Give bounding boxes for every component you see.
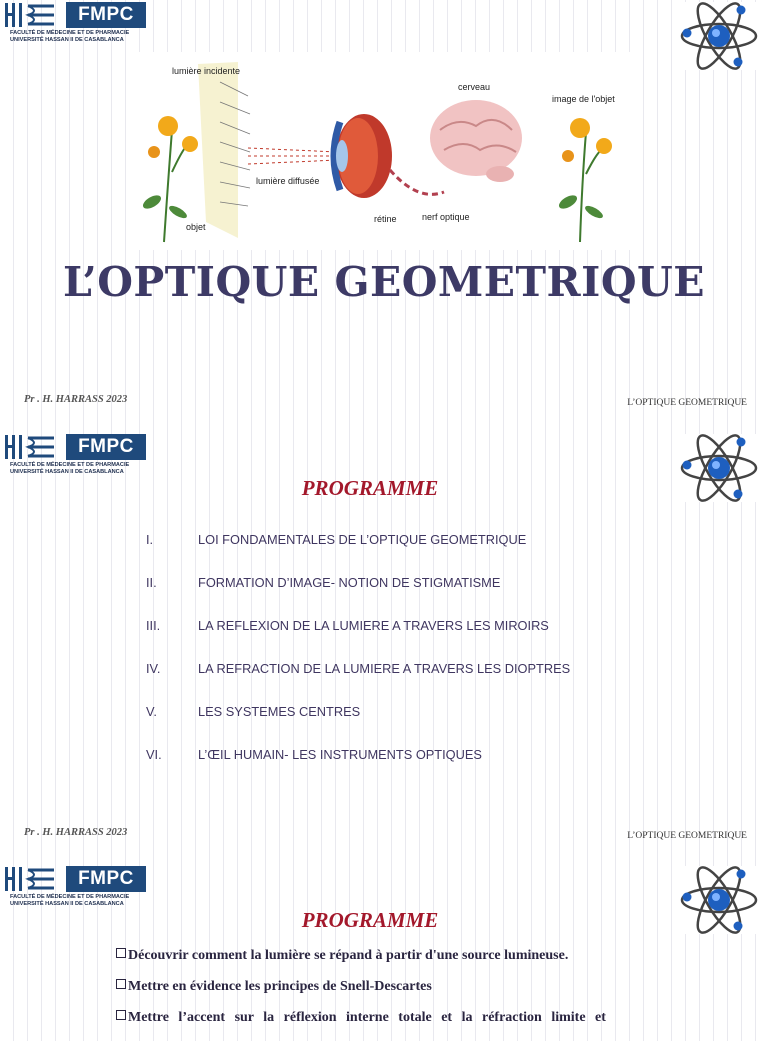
item-text: LES SYSTEMES CENTRES [198,704,361,719]
item-number: VI. [146,747,162,762]
objectives-list [116,948,636,1041]
objective-text: Découvrir comment la lumière se répand à partir d'une source lumineuse. [128,948,569,963]
eye-icon [334,114,392,198]
list-item [146,661,706,704]
label-object: objet [186,222,206,232]
logo-subtitle [10,894,150,907]
objective-text: Mettre l’accent sur la réflexion interne totale et la réfraction limite et [128,1010,606,1025]
programme-title: PROGRAMME [301,908,439,932]
ray-to-eye [248,148,338,164]
atom-icon [678,2,760,70]
logo-subtitle-line1: FACULTÉ DE MÉDECINE ET DE PHARMACIE [10,462,130,468]
fmpc-wordmark: FMPC [66,434,146,460]
fmpc-logo [4,434,144,476]
list-item [116,948,636,979]
logo-subtitle-line2: UNIVERSITÉ HASSAN II DE CASABLANCA [10,36,124,43]
logo-subtitle-line2: UNIVERSITÉ HASSAN II DE CASABLANCA [10,900,124,907]
item-text: FORMATION D’IMAGE- NOTION DE STIGMATISME [198,575,501,590]
fmpc-logo [4,866,144,908]
vision-diagram [128,52,634,250]
university-emblem-icon [4,2,58,28]
list-item [146,704,706,747]
programme-title: PROGRAMME [301,476,439,500]
label-optic-nerve: nerf optique [422,212,470,222]
item-number: I. [146,532,154,547]
course-footer: L’OPTIQUE GEOMETRIQUE [627,398,747,408]
university-emblem-icon [4,866,58,892]
label-diffused-light: lumière diffusée [256,176,320,186]
list-item [146,532,706,575]
author-footer: Pr . H. HARRASS 2023 [24,394,128,405]
flower-image-icon [557,118,612,242]
item-number: IV. [146,661,161,676]
course-footer: L’OPTIQUE GEOMETRIQUE [627,831,747,841]
university-emblem-icon [4,434,58,460]
item-text: L’ŒIL HUMAIN- LES INSTRUMENTS OPTIQUES [198,747,482,762]
optic-nerve [390,170,444,194]
fmpc-wordmark: FMPC [66,2,146,28]
objective-text: Mettre en évidence les principes de Snell-Descartes [128,979,432,994]
logo-subtitle-line1: FACULTÉ DE MÉDECINE ET DE PHARMACIE [10,894,130,900]
label-incident-light: lumière incidente [172,66,241,76]
item-number: V. [146,704,157,719]
list-item [146,575,706,618]
brain-icon [430,100,522,182]
label-retina: rétine [374,214,397,224]
item-text: LA REFLEXION DE LA LUMIERE A TRAVERS LES MIROIRS [198,618,549,633]
slide-3 [0,864,768,1024]
item-number: III. [146,618,161,633]
slide-2 [0,432,768,864]
fmpc-logo [4,2,144,44]
checkbox-bullet-icon [116,948,126,958]
item-text: LA REFRACTION DE LA LUMIERE A TRAVERS LES DIOPTRES [198,661,571,676]
checkbox-bullet-icon [116,979,126,989]
label-brain: cerveau [458,82,491,92]
logo-subtitle [10,30,150,43]
list-item [116,1010,636,1041]
fmpc-wordmark: FMPC [66,866,146,892]
slide-1 [0,0,768,432]
logo-subtitle-line1: FACULTÉ DE MÉDECINE ET DE PHARMACIE [10,30,130,36]
item-number: II. [146,575,157,590]
list-item [146,747,706,790]
label-image: image de l'objet [552,94,615,104]
list-item [146,618,706,661]
checkbox-bullet-icon [116,1010,126,1020]
item-text: LOI FONDAMENTALES DE L’OPTIQUE GEOMETRIQUE [198,532,527,547]
logo-subtitle [10,462,150,475]
author-footer: Pr . H. HARRASS 2023 [24,827,128,838]
list-item [116,979,636,1010]
page-title: L’OPTIQUE GEOMETRIQUE [62,258,706,306]
programme-list [146,532,706,790]
logo-subtitle-line2: UNIVERSITÉ HASSAN II DE CASABLANCA [10,468,124,475]
